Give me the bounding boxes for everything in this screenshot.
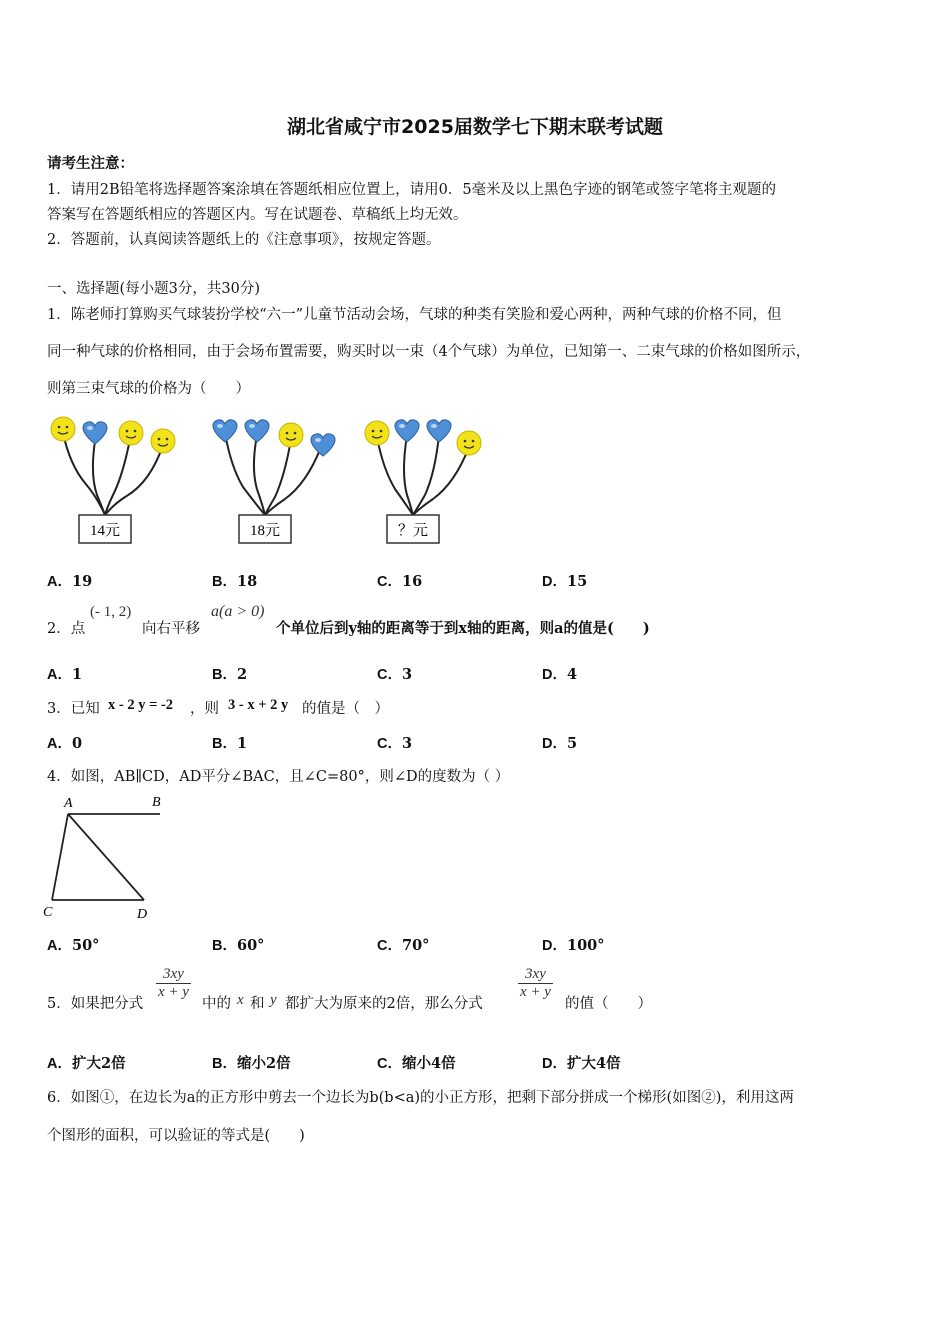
q5-option-b[interactable]: B．缩小2倍 (212, 1055, 291, 1072)
balloon-figure (45, 405, 485, 553)
q1-option-a[interactable]: A．19 (47, 573, 93, 590)
q5-and: 和 (250, 996, 265, 1012)
q4-label-a: A (64, 796, 73, 811)
q2-option-c[interactable]: C．3 (377, 666, 413, 683)
q5-option-d[interactable]: D．扩大4倍 (542, 1055, 621, 1072)
q5-fraction-1: $\frac{3xy}{x + y}$ (158, 966, 189, 1000)
q6-line-2: 个图形的面积，可以验证的等式是( ) (47, 1128, 305, 1144)
q3-option-d[interactable]: D．5 (542, 735, 578, 752)
q3-option-c[interactable]: C．3 (377, 735, 413, 752)
q2-option-a[interactable]: A．1 (47, 666, 83, 683)
notice-heading: 请考生注意： (47, 155, 134, 172)
q4-text: 4．如图，AB∥CD，AD平分∠BAC，且∠C=80°，则∠D的度数为（ ） (47, 769, 510, 785)
q2-amount: a(a > 0) (211, 603, 265, 620)
q3-option-b[interactable]: B．1 (212, 735, 248, 752)
q3-mid: ，则 (190, 701, 219, 717)
q1-line-2: 同一种气球的价格相同，由于会场布置需要，购买时以一束（4个气球）为单位，已知第一、二束气球的价格如图所示， (47, 344, 811, 360)
q5-var-x: x (237, 992, 244, 1008)
q4-option-a[interactable]: A．50° (47, 937, 100, 954)
q5-mid-2: 都扩大为原来的2倍，那么分式 (285, 996, 483, 1012)
q3-expression: 3 - x + 2 y (228, 697, 289, 713)
q4-label-c: C (43, 905, 53, 920)
notice-line-2: 2．答题前，认真阅读答题纸上的《注意事项》，按规定答题。 (47, 232, 441, 248)
q1-option-c[interactable]: C．16 (377, 573, 423, 590)
q6-line-1: 6．如图①，在边长为a的正方形中剪去一个边长为b(b<a)的小正方形，把剩下部分拼成一个梯形(如图②)，利用这两 (47, 1090, 794, 1106)
bunch-3-price: ？元 (397, 523, 429, 539)
q5-option-c[interactable]: C．缩小4倍 (377, 1055, 456, 1072)
q5-suffix: 的值（ ） (565, 996, 652, 1012)
q4-label-b: B (152, 795, 161, 810)
q1-option-d[interactable]: D．15 (542, 573, 588, 590)
q2-point: (- 1, 2) (90, 604, 132, 620)
q1-line-3: 则第三束气球的价格为（ ） (47, 381, 250, 397)
q5-prefix: 5．如果把分式 (47, 996, 144, 1012)
q2-option-d[interactable]: D．4 (542, 666, 578, 683)
balloon-bunch-1 (51, 417, 175, 543)
q1-line-1: 1．陈老师打算购买气球装扮学校“六一”儿童节活动会场，气球的种类有笑脸和爱心两种，两种气球的价格不同，但 (47, 307, 782, 323)
q4-option-c[interactable]: C．70° (377, 937, 430, 954)
q5-var-y: y (270, 992, 277, 1008)
q2-mid: 向右平移 (142, 621, 200, 637)
notice-line-1: 1．请用2B铅笔将选择题答案涂填在答题纸相应位置上，请用0．5毫米及以上黑色字迹的钢笔或签字笔将主观题的 (47, 182, 777, 198)
q4-option-d[interactable]: D．100° (542, 937, 605, 954)
q2-suffix: 个单位后到y轴的距离等于到x轴的距离，则a的值是( ) (276, 620, 650, 637)
q3-suffix: 的值是（ ） (302, 701, 389, 717)
q3-equation: x - 2 y = -2 (108, 697, 174, 713)
q4-option-b[interactable]: B．60° (212, 937, 265, 954)
q1-option-b[interactable]: B．18 (212, 573, 258, 590)
balloon-bunch-2 (213, 420, 335, 543)
page-title: 湖北省咸宁市2025届数学七下期末联考试题 (287, 116, 663, 138)
balloon-bunch-3 (365, 420, 481, 543)
bunch-2-price: 18元 (249, 523, 281, 539)
bunch-1-price: 14元 (89, 523, 121, 539)
q3-option-a[interactable]: A．0 (47, 735, 83, 752)
q4-label-d: D (137, 907, 148, 922)
q2-prefix: 2．点 (47, 621, 86, 637)
q3-prefix: 3．已知 (47, 701, 100, 717)
q5-mid-1: 中的 (202, 996, 231, 1012)
notice-line-1b: 答案写在答题纸相应的答题区内。写在试题卷、草稿纸上均无效。 (47, 207, 468, 223)
q2-option-b[interactable]: B．2 (212, 666, 248, 683)
q4-figure (40, 790, 180, 925)
q5-fraction-2: $\frac{3xy}{x + y}$ (520, 966, 551, 1000)
q5-option-a[interactable]: A．扩大2倍 (47, 1055, 126, 1072)
section-heading: 一、选择题(每小题3分，共30分) (47, 281, 260, 297)
